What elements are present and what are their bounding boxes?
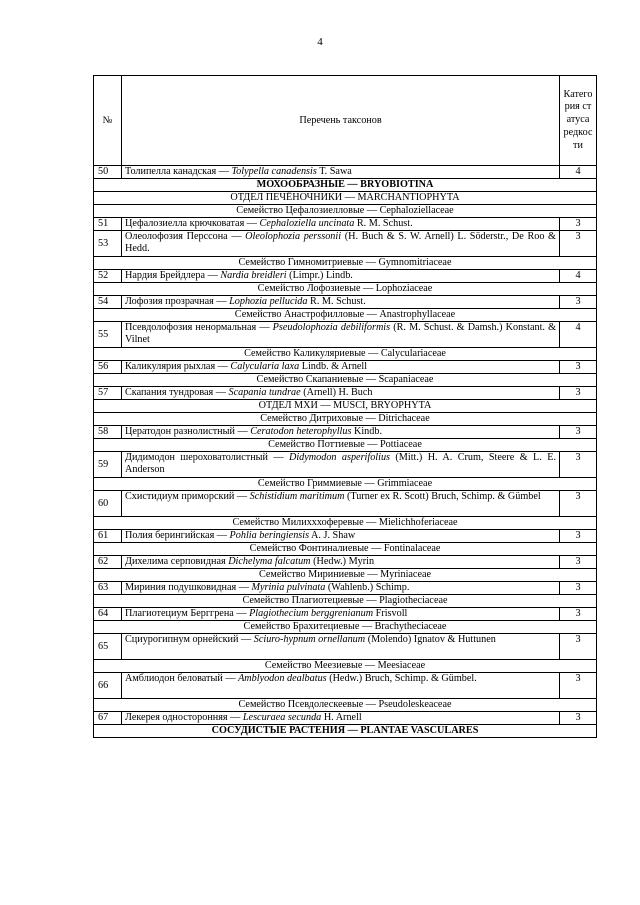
- taxon-name: [122, 608, 560, 621]
- family-heading: Семейство Дитриховые — Ditrichaceae: [94, 413, 597, 426]
- taxon-latin-name: Ceratodon heterophyllus: [250, 426, 352, 437]
- section-row: [94, 309, 597, 322]
- rarity-category: 3: [560, 491, 597, 517]
- family-heading: Семейство Гимномитриевые — Gymnomitriaceae: [94, 257, 597, 270]
- taxon-number: 62: [94, 556, 122, 569]
- taxon-name: [122, 556, 560, 569]
- taxon-authority: (Molendo) Ignatov & Huttunen: [365, 634, 496, 645]
- section-row: [94, 621, 597, 634]
- rarity-category: 4: [560, 270, 597, 283]
- taxon-russian-name: Олеолофозия Перссона —: [125, 231, 246, 242]
- section-row: [94, 374, 597, 387]
- taxon-row: [94, 231, 597, 257]
- taxon-row: [94, 426, 597, 439]
- taxon-russian-name: Дихелима серповидная: [125, 556, 229, 567]
- rarity-category: 3: [560, 231, 597, 257]
- taxon-authority: (R. M. Schust. & Damsh.) Konstant. & Vilnet: [125, 322, 556, 345]
- table-body: [94, 166, 597, 738]
- taxon-row: [94, 608, 597, 621]
- taxon-number: 58: [94, 426, 122, 439]
- taxon-name: [122, 712, 560, 725]
- taxon-authority: (Mitt.) H. A. Crum, Steere & L. E. Anderson: [125, 452, 556, 475]
- section-row: [94, 413, 597, 426]
- rare-taxa-table: [93, 75, 597, 738]
- section-row: [94, 257, 597, 270]
- taxon-authority: Lindb. & Arnell: [299, 361, 368, 372]
- section-row: [94, 192, 597, 205]
- taxon-latin-name: Schistidium maritimum: [249, 491, 345, 502]
- header-taxa-list: Перечень таксонов: [122, 76, 560, 166]
- taxon-name: [122, 426, 560, 439]
- taxon-russian-name: Схистидиум приморский —: [125, 491, 250, 502]
- taxon-russian-name: Мириния подушковидная —: [125, 582, 252, 593]
- taxon-authority: (Wahlenb.) Schimp.: [325, 582, 410, 593]
- family-heading: Семейство Плагиотециевые — Plagiotheciaceae: [94, 595, 597, 608]
- taxon-russian-name: Скапания тундровая —: [125, 387, 229, 398]
- taxon-russian-name: Толипелла канадская —: [125, 166, 232, 177]
- rarity-category: 3: [560, 296, 597, 309]
- taxon-russian-name: Амблиодон беловатый —: [125, 673, 239, 684]
- family-heading: Семейство Лофозиевые — Lophoziaceae: [94, 283, 597, 296]
- family-heading: Семейство Цефалозиелловые — Cephaloziellaceae: [94, 205, 597, 218]
- family-heading: Семейство Милихххоферевые — Mielichhoferiaceae: [94, 517, 597, 530]
- rarity-category: 3: [560, 361, 597, 374]
- section-row: [94, 179, 597, 192]
- taxon-name: [122, 491, 560, 517]
- table-header-row: [94, 76, 597, 166]
- taxon-number: 51: [94, 218, 122, 231]
- header-rarity-category: [560, 76, 597, 166]
- taxon-number: 50: [94, 166, 122, 179]
- taxon-authority: Frisvoll: [373, 608, 408, 619]
- section-row: [94, 478, 597, 491]
- taxon-name: [122, 673, 560, 699]
- taxon-authority: A. J. Shaw: [309, 530, 356, 541]
- rarity-category: 3: [560, 634, 597, 660]
- taxon-authority: (Limpr.) Lindb.: [286, 270, 353, 281]
- taxon-authority: (Turner ex R. Scott) Bruch, Schimp. & Gümbel: [344, 491, 541, 502]
- taxon-authority: R. M. Schust.: [307, 296, 366, 307]
- taxon-latin-name: Lophozia pellucida: [229, 296, 308, 307]
- taxon-russian-name: Сциурогипнум орнейский —: [125, 634, 254, 645]
- taxon-russian-name: Цефалозиелла крючковатая —: [125, 218, 260, 229]
- taxon-russian-name: Дидимодон шероховатолистный —: [125, 452, 289, 463]
- taxon-latin-name: Tolypella canadensis: [231, 166, 317, 177]
- taxon-number: 66: [94, 673, 122, 699]
- taxon-row: [94, 322, 597, 348]
- taxon-russian-name: Нардия Брейдлера —: [125, 270, 221, 281]
- taxon-name: [122, 582, 560, 595]
- rarity-category: 3: [560, 218, 597, 231]
- taxon-russian-name: Плагиотециум Берггрена —: [125, 608, 250, 619]
- taxon-russian-name: Каликулярия рыхлая —: [125, 361, 231, 372]
- taxon-name: [122, 387, 560, 400]
- family-heading: Семейство Псевдолескеевые — Pseudoleskeaceae: [94, 699, 597, 712]
- taxon-row: [94, 673, 597, 699]
- section-row: [94, 517, 597, 530]
- family-heading: Семейство Поттиевые — Pottiaceae: [94, 439, 597, 452]
- group-heading: МОХООБРАЗНЫЕ — BRYOBIOTINA: [94, 179, 597, 192]
- rarity-category: 4: [560, 166, 597, 179]
- taxon-number: 63: [94, 582, 122, 595]
- family-heading: ОТДЕЛ ПЕЧЁНОЧНИКИ — MARCHANTIOPHYTA: [94, 192, 597, 205]
- section-row: [94, 660, 597, 673]
- taxon-authority: T. Sawa: [316, 166, 352, 177]
- taxon-authority: (Hedw.) Bruch, Schimp. & Gümbel.: [326, 673, 477, 684]
- section-row: [94, 283, 597, 296]
- family-heading: Семейство Гриммиевые — Grimmiaceae: [94, 478, 597, 491]
- taxon-number: 56: [94, 361, 122, 374]
- taxon-row: [94, 634, 597, 660]
- section-row: [94, 348, 597, 361]
- rarity-category: 3: [560, 387, 597, 400]
- taxon-number: 60: [94, 491, 122, 517]
- taxon-number: 57: [94, 387, 122, 400]
- taxon-authority: (Arnell) H. Buch: [300, 387, 373, 398]
- taxon-authority: (Hedw.) Myrin: [310, 556, 375, 567]
- taxon-name: [122, 296, 560, 309]
- taxon-latin-name: Sciuro-hypnum ornellanum: [253, 634, 366, 645]
- taxon-russian-name: Лофозия прозрачная —: [125, 296, 230, 307]
- taxon-latin-name: Plagiothecium berggrenianum: [249, 608, 374, 619]
- taxon-name: [122, 270, 560, 283]
- taxon-number: 55: [94, 322, 122, 348]
- rarity-category: 3: [560, 608, 597, 621]
- taxon-russian-name: Лекерея односторонняя —: [125, 712, 243, 723]
- family-heading: Семейство Скапаниевые — Scapaniaceae: [94, 374, 597, 387]
- taxon-number: 65: [94, 634, 122, 660]
- taxon-latin-name: Dichelyma falcatum: [228, 556, 311, 567]
- taxon-number: 59: [94, 452, 122, 478]
- section-row: [94, 569, 597, 582]
- taxon-row: [94, 166, 597, 179]
- family-heading: Семейство Меезиевые — Meesiaceae: [94, 660, 597, 673]
- taxon-row: [94, 218, 597, 231]
- page-number: 4: [317, 36, 323, 48]
- taxon-number: 67: [94, 712, 122, 725]
- section-row: [94, 543, 597, 556]
- rarity-category: 3: [560, 712, 597, 725]
- family-heading: Семейство Анастрофилловые — Anastrophyllaceae: [94, 309, 597, 322]
- family-heading: ОТДЕЛ МХИ — MUSCI, BRYOPHYTA: [94, 400, 597, 413]
- taxon-latin-name: Pseudolophozia debiliformis: [272, 322, 391, 333]
- taxon-number: 54: [94, 296, 122, 309]
- taxon-name: [122, 231, 560, 257]
- taxon-row: [94, 452, 597, 478]
- section-row: [94, 595, 597, 608]
- taxon-latin-name: Lescuraea secunda: [242, 712, 322, 723]
- rarity-category: 3: [560, 582, 597, 595]
- taxon-latin-name: Pohlia beringiensis: [229, 530, 310, 541]
- taxon-number: 52: [94, 270, 122, 283]
- taxon-russian-name: Цератодон разнолистный —: [125, 426, 251, 437]
- taxon-authority: R. M. Schust.: [354, 218, 413, 229]
- section-row: [94, 400, 597, 413]
- taxon-row: [94, 582, 597, 595]
- taxon-row: [94, 270, 597, 283]
- taxon-authority: Kindb.: [351, 426, 382, 437]
- taxon-row: [94, 296, 597, 309]
- taxon-authority: (H. Buch & S. W. Arnell) L. Söderstr., De Roo & Hedd.: [125, 231, 556, 254]
- family-heading: Семейство Мириниевые — Myriniaceae: [94, 569, 597, 582]
- section-row: [94, 205, 597, 218]
- taxon-latin-name: Nardia breidleri: [220, 270, 287, 281]
- taxon-latin-name: Oleolophozia perssonii: [245, 231, 342, 242]
- taxon-row: [94, 556, 597, 569]
- taxon-name: [122, 322, 560, 348]
- rarity-category: 3: [560, 530, 597, 543]
- section-row: [94, 699, 597, 712]
- taxon-name: [122, 361, 560, 374]
- header-number: №: [94, 76, 122, 166]
- header-rarity-category-text: Категория статуса редкости: [563, 88, 593, 151]
- taxon-number: 64: [94, 608, 122, 621]
- taxon-number: 61: [94, 530, 122, 543]
- taxon-name: [122, 530, 560, 543]
- taxon-russian-name: Псевдолофозия ненормальная —: [125, 322, 273, 333]
- section-row: [94, 725, 597, 738]
- taxon-name: [122, 452, 560, 478]
- taxon-authority: H. Arnell: [321, 712, 362, 723]
- taxon-russian-name: Полия берингийская —: [125, 530, 230, 541]
- family-heading: Семейство Брахитециевые — Brachytheciaceae: [94, 621, 597, 634]
- taxon-latin-name: Didymodon asperifolius: [288, 452, 391, 463]
- family-heading: Семейство Фонтиналиевые — Fontinalaceae: [94, 543, 597, 556]
- taxon-name: [122, 634, 560, 660]
- family-heading: Семейство Каликуляриевые — Calyculariaceae: [94, 348, 597, 361]
- taxon-row: [94, 387, 597, 400]
- rarity-category: 3: [560, 673, 597, 699]
- taxon-row: [94, 491, 597, 517]
- taxon-number: 53: [94, 231, 122, 257]
- rarity-category: 4: [560, 322, 597, 348]
- rarity-category: 3: [560, 556, 597, 569]
- rarity-category: 3: [560, 452, 597, 478]
- taxon-row: [94, 712, 597, 725]
- rarity-category: 3: [560, 426, 597, 439]
- section-row: [94, 439, 597, 452]
- taxon-row: [94, 530, 597, 543]
- taxon-latin-name: Calycularia laxa: [230, 361, 300, 372]
- taxon-latin-name: Scapania tundrae: [228, 387, 301, 398]
- taxon-latin-name: Cephaloziella uncinata: [259, 218, 355, 229]
- taxon-name: [122, 166, 560, 179]
- group-heading: СОСУДИСТЫЕ РАСТЕНИЯ — PLANTAE VASCULARES: [94, 725, 597, 738]
- taxon-latin-name: Myrinia pulvinata: [251, 582, 326, 593]
- taxon-row: [94, 361, 597, 374]
- taxon-latin-name: Amblyodon dealbatus: [238, 673, 327, 684]
- taxon-name: [122, 218, 560, 231]
